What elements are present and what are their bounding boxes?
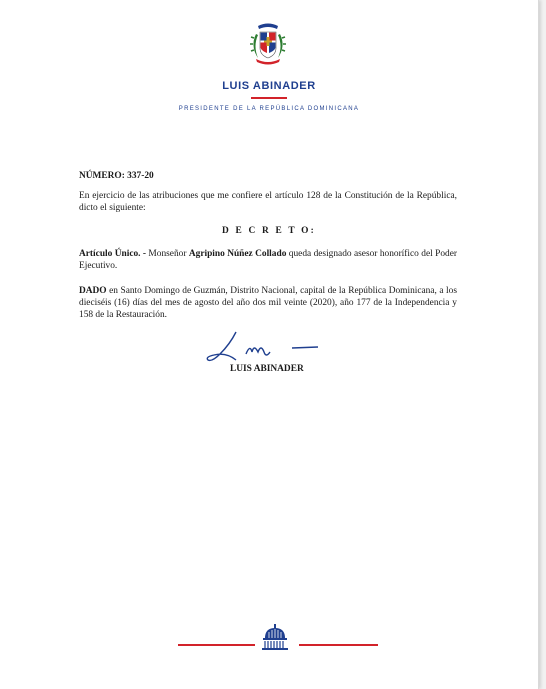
- name-underline: [251, 97, 287, 99]
- decree-heading: D E C R E T O:: [221, 226, 316, 236]
- president-name: LUIS ABINADER: [222, 80, 316, 92]
- president-title: PRESIDENTE DE LA REPÚBLICA DOMINICANA: [178, 106, 360, 112]
- dado-paragraph: [79, 285, 457, 321]
- article-label: Artículo Único. -: [79, 249, 147, 259]
- dado-text: en Santo Domingo de Guzmán, Distrito Nacional, capital de la República Dominicana, a los dieciséis (16) días del mes de agosto del año dos mil veinte (2020), año 177 de la Independencia y 158 de la Restauración.: [79, 286, 457, 320]
- coat-of-arms-icon: [244, 20, 292, 68]
- article-pre-text: Monseñor: [146, 249, 189, 259]
- footer-rule-left: [178, 644, 255, 646]
- footer-rule-right: [299, 644, 378, 646]
- signature-name: LUIS ABINADER: [230, 364, 304, 374]
- article-paragraph: [79, 248, 457, 272]
- intro-paragraph: En ejercicio de las atribuciones que me confiere el artículo 128 de la Constitución de la República, dicto el siguiente:: [79, 191, 457, 213]
- national-palace-dome-icon: [260, 624, 290, 652]
- article-person: Agripino Núñez Collado: [188, 249, 287, 259]
- dado-label: DADO: [79, 286, 107, 296]
- article-post-text: queda designado asesor honorífico del Poder Ejecutivo.: [79, 249, 457, 271]
- decree-number: NÚMERO: 337-20: [79, 171, 154, 181]
